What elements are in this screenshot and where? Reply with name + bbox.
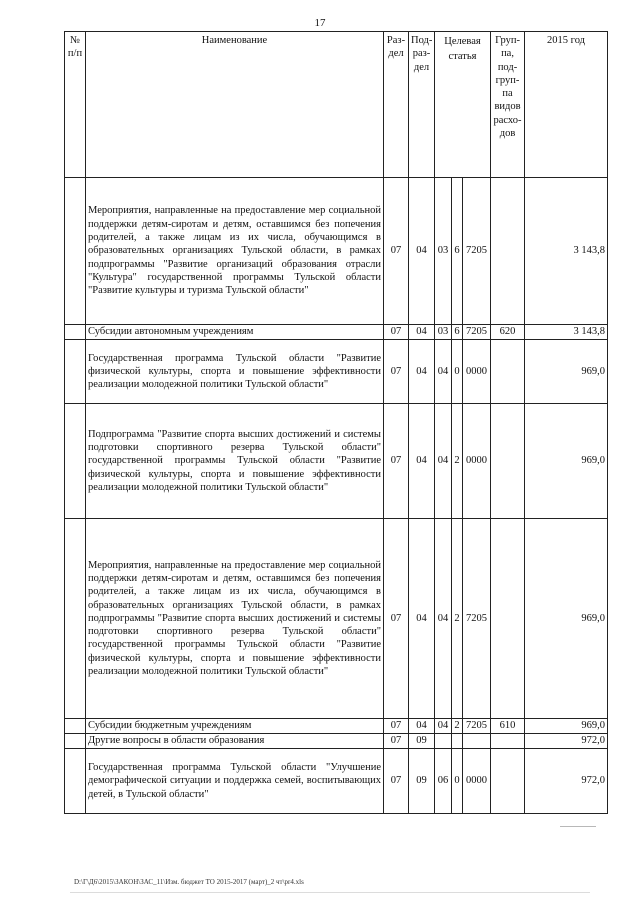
table-row (65, 734, 608, 749)
row-amount: 969,0 (525, 340, 608, 404)
row-group: 620 (491, 325, 525, 340)
table-row (65, 749, 608, 814)
row-podrazdel: 04 (409, 340, 435, 404)
row-name: Другие вопросы в области образования (86, 734, 384, 749)
row-name: Мероприятия, направленные на предоставление мер социальной поддержки детям-сиротам и детям, оставшимся без попечения родителей, а также лицам из их числа, обучающимся в образовательных организациях Тульской области, в рамках подпрограммы "Развитие спорта высших достижений и системы подготовки спортивного резерва Тульской области" государственной программы Тульской области "Развитие физической культуры, спорта и повышение эффективности реализации молодежной политики Тульской области" (86, 519, 384, 719)
row-amount: 969,0 (525, 519, 608, 719)
row-target-direction: 7205 (463, 519, 491, 719)
header-group: Груп-па, под-груп-па видов расхо-дов (491, 32, 525, 178)
table-row (65, 340, 608, 404)
row-podrazdel: 04 (409, 519, 435, 719)
row-num-cell (65, 340, 86, 404)
footer-file-path: D:\Г\Д6\2015\ЗАКОН\ЗАС_11\Изм. бюджет ТО 2015-2017 (март)_2 чт\pr4.xls (74, 878, 304, 886)
row-razdel: 07 (384, 178, 409, 325)
scan-artifact (70, 892, 590, 893)
header-name: Наименование (86, 32, 384, 178)
row-group (491, 340, 525, 404)
row-num-cell (65, 734, 86, 749)
row-razdel: 07 (384, 404, 409, 519)
table-header-row (65, 32, 608, 178)
row-target-direction (463, 734, 491, 749)
row-target-direction: 7205 (463, 325, 491, 340)
row-target-subprogram (452, 734, 463, 749)
row-target-subprogram: 0 (452, 340, 463, 404)
row-target-program: 04 (435, 719, 452, 734)
row-num-cell (65, 325, 86, 340)
row-group (491, 404, 525, 519)
row-num-cell (65, 749, 86, 814)
row-amount: 3 143,8 (525, 178, 608, 325)
row-name: Субсидии бюджетным учреждениям (86, 719, 384, 734)
header-razdel: Раз-дел (384, 32, 409, 178)
row-num-cell (65, 719, 86, 734)
row-target-program: 03 (435, 325, 452, 340)
row-name: Государственная программа Тульской области "Улучшение демографической ситуации и поддержка семей, воспитывающих детей, в Тульской области" (86, 749, 384, 814)
budget-table (64, 31, 608, 814)
row-target-direction: 7205 (463, 178, 491, 325)
row-name: Субсидии автономным учреждениям (86, 325, 384, 340)
row-podrazdel: 09 (409, 734, 435, 749)
row-num-cell (65, 178, 86, 325)
row-target-program: 03 (435, 178, 452, 325)
row-target-program: 06 (435, 749, 452, 814)
table-row (65, 178, 608, 325)
row-target-subprogram: 2 (452, 519, 463, 719)
header-target: Целевая статья (435, 32, 491, 178)
row-target-subprogram: 6 (452, 325, 463, 340)
row-target-subprogram: 6 (452, 178, 463, 325)
row-podrazdel: 04 (409, 325, 435, 340)
row-num-cell (65, 404, 86, 519)
row-target-direction: 0000 (463, 340, 491, 404)
row-amount: 3 143,8 (525, 325, 608, 340)
row-amount: 969,0 (525, 404, 608, 519)
row-group (491, 749, 525, 814)
row-razdel: 07 (384, 340, 409, 404)
header-year: 2015 год (525, 32, 608, 178)
row-amount: 969,0 (525, 719, 608, 734)
row-target-program: 04 (435, 519, 452, 719)
table-row (65, 404, 608, 519)
row-target-program: 04 (435, 340, 452, 404)
row-name: Подпрограмма "Развитие спорта высших достижений и системы подготовки спортивного резерва Тульской области" государственной программы Тульской области "Развитие физической культуры, спорта и повышение эффективности реализации молодежной политики Тульской области" (86, 404, 384, 519)
header-num: № п/п (65, 32, 86, 178)
header-podrazdel: Под-раз-дел (409, 32, 435, 178)
row-group (491, 519, 525, 719)
row-target-direction: 0000 (463, 404, 491, 519)
row-amount: 972,0 (525, 734, 608, 749)
scan-artifact (560, 826, 596, 827)
row-name: Мероприятия, направленные на предоставление мер социальной поддержки детям-сиротам и детям, оставшимся без попечения родителей, а также лицам из их числа, обучающимся в образовательных организациях Тульской области, в рамках подпрограммы "Развитие организаций образования отрасли "Культура" государственной программы Тульской области "Развитие культуры и туризма Тульской области" (86, 178, 384, 325)
row-target-direction: 7205 (463, 719, 491, 734)
table-row (65, 325, 608, 340)
row-target-subprogram: 0 (452, 749, 463, 814)
row-podrazdel: 04 (409, 178, 435, 325)
row-target-program: 04 (435, 404, 452, 519)
table-row (65, 719, 608, 734)
row-razdel: 07 (384, 734, 409, 749)
row-target-subprogram: 2 (452, 719, 463, 734)
row-razdel: 07 (384, 519, 409, 719)
row-group (491, 178, 525, 325)
row-target-direction: 0000 (463, 749, 491, 814)
row-num-cell (65, 519, 86, 719)
row-razdel: 07 (384, 325, 409, 340)
row-podrazdel: 04 (409, 719, 435, 734)
row-amount: 972,0 (525, 749, 608, 814)
row-razdel: 07 (384, 749, 409, 814)
row-group: 610 (491, 719, 525, 734)
table-row (65, 519, 608, 719)
row-group (491, 734, 525, 749)
row-name: Государственная программа Тульской области "Развитие физической культуры, спорта и повышение эффективности реализации молодежной политики Тульской области" (86, 340, 384, 404)
page-number: 17 (314, 17, 326, 29)
row-podrazdel: 04 (409, 404, 435, 519)
row-podrazdel: 09 (409, 749, 435, 814)
row-target-program (435, 734, 452, 749)
row-razdel: 07 (384, 719, 409, 734)
row-target-subprogram: 2 (452, 404, 463, 519)
